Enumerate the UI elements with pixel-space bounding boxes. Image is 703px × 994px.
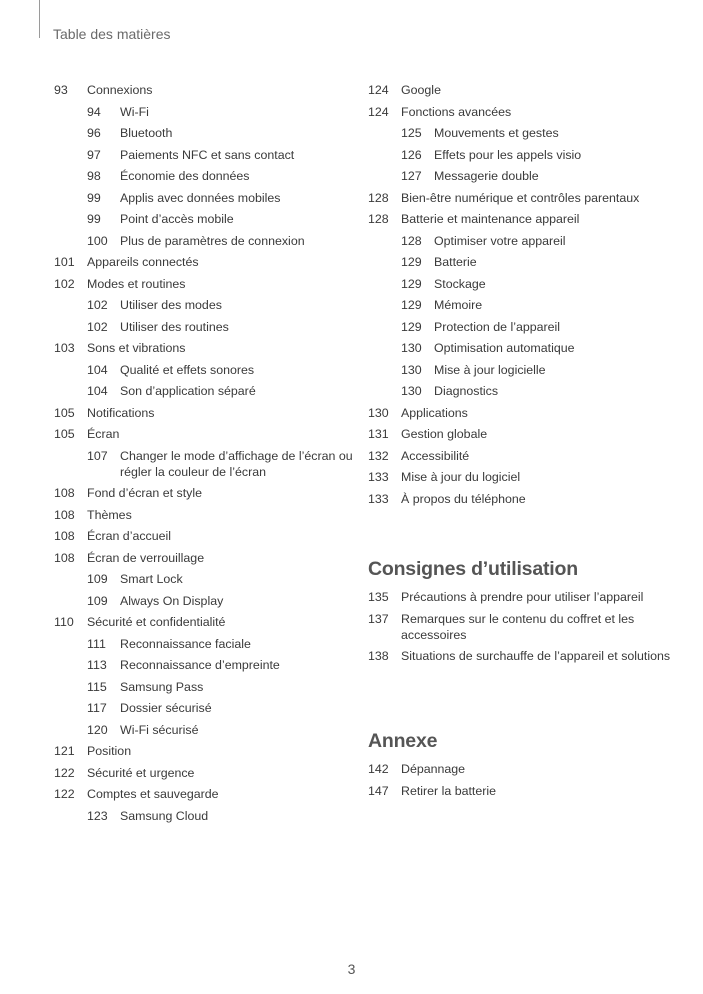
toc-entry[interactable] — [368, 104, 668, 120]
toc-entry-page-number: 130 — [401, 384, 422, 398]
toc-entry-page-number: 111 — [87, 636, 106, 651]
toc-entry-label: Messagerie double — [434, 169, 539, 183]
toc-entry[interactable] — [54, 125, 354, 141]
toc-entry-label: Écran — [87, 427, 120, 441]
toc-entry-page-number: 94 — [87, 104, 101, 119]
toc-entry-page-number: 96 — [87, 126, 101, 140]
toc-entry-label: Écran de verrouillage — [87, 550, 205, 565]
toc-entry-label: Point d’accès mobile — [120, 212, 234, 226]
toc-entry-page-number: 137 — [368, 611, 389, 626]
toc-entry-label: Appareils connectés — [87, 255, 199, 269]
toc-entry[interactable] — [368, 648, 703, 664]
toc-entry-label: Bien-être numérique et contrôles parentaux — [401, 190, 640, 205]
toc-entry-page-number: 103 — [54, 341, 75, 355]
toc-entry-page-number: 105 — [54, 405, 75, 420]
toc-entry[interactable] — [54, 426, 354, 442]
toc-entry-label: Position — [87, 744, 132, 758]
toc-entry-page-number: 129 — [401, 276, 422, 291]
toc-entry-page-number: 131 — [368, 427, 389, 441]
toc-entry[interactable] — [54, 340, 354, 356]
toc-entry-page-number: 108 — [54, 486, 75, 500]
toc-entry-label: Sécurité et confidentialité — [87, 615, 226, 629]
section-title: Consignes d’utilisation — [368, 558, 578, 580]
toc-entry[interactable] — [54, 383, 354, 399]
toc-entry-page-number: 129 — [401, 298, 422, 312]
toc-entry-page-number: 109 — [87, 593, 108, 608]
toc-entry[interactable] — [368, 383, 668, 399]
toc-entry[interactable] — [368, 319, 668, 335]
toc-entry-page-number: 130 — [401, 362, 422, 377]
toc-entry-page-number: 127 — [401, 169, 422, 183]
toc-entry-label: Fonctions avancées — [401, 104, 512, 119]
toc-entry-page-number: 104 — [87, 384, 108, 398]
toc-entry[interactable] — [368, 297, 668, 313]
toc-entry[interactable] — [54, 657, 354, 673]
toc-entry-page-number: 110 — [54, 615, 74, 629]
toc-entry-label: Always On Display — [120, 593, 224, 608]
toc-entry-page-number: 128 — [368, 190, 389, 205]
toc-entry-label: Batterie — [434, 255, 477, 269]
header-divider — [39, 0, 40, 38]
toc-entry[interactable] — [368, 448, 668, 464]
toc-entry-label: Optimiser votre appareil — [434, 233, 566, 248]
toc-entry[interactable] — [368, 125, 668, 141]
toc-entry[interactable] — [368, 469, 668, 485]
toc-entry-page-number: 98 — [87, 169, 101, 183]
toc-entry[interactable] — [54, 743, 354, 759]
toc-entry-label: Mémoire — [434, 298, 483, 312]
toc-entry[interactable] — [368, 233, 668, 249]
toc-entry-label: Wi-Fi sécurisé — [120, 722, 199, 737]
toc-entry-page-number: 97 — [87, 147, 101, 162]
toc-entry[interactable] — [368, 589, 703, 605]
toc-left-column — [54, 82, 354, 829]
toc-entry-label: Diagnostics — [434, 384, 499, 398]
toc-entry-page-number: 113 — [87, 658, 107, 672]
section-annexe — [368, 729, 496, 804]
toc-entry[interactable] — [368, 362, 668, 378]
toc-entry-page-number: 125 — [401, 126, 422, 140]
toc-entry[interactable] — [368, 340, 668, 356]
toc-entry[interactable] — [54, 593, 354, 609]
toc-entry-label: Connexions — [87, 83, 153, 97]
toc-entry[interactable] — [54, 297, 354, 313]
page-header-title: Table des matières — [53, 26, 171, 42]
toc-entry-page-number: 117 — [87, 701, 107, 715]
toc-entry[interactable] — [368, 491, 668, 507]
toc-entry-page-number: 122 — [54, 787, 75, 801]
toc-entry-label: Samsung Pass — [120, 679, 204, 694]
toc-entry-page-number: 135 — [368, 590, 389, 604]
toc-entry[interactable] — [368, 254, 668, 270]
toc-entry-page-number: 93 — [54, 83, 68, 97]
toc-entry-page-number: 133 — [368, 491, 389, 506]
toc-entry-label: Reconnaissance faciale — [120, 636, 251, 651]
toc-entry-page-number: 104 — [87, 362, 108, 377]
toc-entry-page-number: 147 — [368, 783, 389, 798]
toc-entry-label: Protection de l’appareil — [434, 319, 561, 334]
toc-entry[interactable] — [368, 426, 668, 442]
toc-entry-page-number: 142 — [368, 762, 389, 776]
toc-entry-label: Comptes et sauvegarde — [87, 787, 219, 801]
toc-entry-label: Reconnaissance d’empreinte — [120, 658, 280, 672]
toc-entry[interactable] — [368, 611, 703, 643]
toc-entry-page-number: 122 — [54, 765, 75, 780]
toc-entry[interactable] — [54, 528, 354, 544]
toc-entry-page-number: 99 — [87, 190, 101, 205]
toc-entry-page-number: 132 — [368, 448, 389, 463]
toc-entry-page-number: 102 — [87, 319, 108, 334]
section-entries — [368, 761, 496, 799]
toc-entry[interactable] — [54, 448, 354, 480]
toc-entry-label: Qualité et effets sonores — [120, 362, 255, 377]
toc-entry[interactable] — [368, 168, 668, 184]
toc-entry-label: Dépannage — [401, 762, 466, 776]
toc-entry-page-number: 123 — [87, 808, 108, 823]
toc-entry-page-number: 102 — [54, 276, 75, 291]
section-entries — [368, 589, 703, 664]
toc-entry[interactable] — [54, 168, 354, 184]
toc-entry[interactable] — [54, 507, 354, 523]
toc-entry-label: Wi-Fi — [120, 104, 149, 119]
toc-entry[interactable] — [54, 550, 354, 566]
toc-entry-label: Stockage — [434, 276, 486, 291]
toc-entry-label: Optimisation automatique — [434, 341, 575, 355]
toc-entry[interactable] — [54, 485, 354, 501]
toc-entry-label: Applis avec données mobiles — [120, 190, 281, 205]
toc-entry[interactable] — [54, 190, 354, 206]
toc-entry[interactable] — [368, 147, 668, 163]
toc-entry-label: Sons et vibrations — [87, 341, 186, 355]
toc-entry-label: Notifications — [87, 405, 155, 420]
toc-entry-label: Modes et routines — [87, 276, 186, 291]
toc-entry[interactable] — [54, 82, 354, 98]
toc-entry-page-number: 108 — [54, 507, 75, 522]
toc-entry[interactable] — [368, 276, 668, 292]
toc-entry[interactable] — [54, 786, 354, 802]
toc-entry-label: Bluetooth — [120, 126, 173, 140]
toc-entry-label: Applications — [401, 405, 468, 420]
toc-entry[interactable] — [54, 571, 354, 587]
toc-entry[interactable] — [54, 362, 354, 378]
toc-entry-label: Économie des données — [120, 169, 250, 183]
toc-entry-label: Mouvements et gestes — [434, 126, 559, 140]
toc-entry-label: Google — [401, 83, 441, 97]
toc-entry[interactable] — [368, 82, 668, 98]
toc-entry-label: Écran d’accueil — [87, 529, 172, 543]
toc-entry-page-number: 129 — [401, 255, 422, 269]
toc-entry-label: Utiliser des routines — [120, 319, 229, 334]
toc-entry[interactable] — [368, 761, 496, 777]
toc-entry-page-number: 105 — [54, 427, 75, 441]
toc-entry-label: Samsung Cloud — [120, 808, 209, 823]
toc-entry[interactable] — [368, 190, 668, 206]
toc-entry[interactable] — [54, 700, 354, 716]
toc-entry-label: Effets pour les appels visio — [434, 147, 582, 162]
toc-entry[interactable] — [54, 765, 354, 781]
toc-entry-page-number: 126 — [401, 147, 422, 162]
toc-entry-label: Mise à jour logicielle — [434, 362, 546, 377]
toc-entry-label: Smart Lock — [120, 572, 183, 586]
toc-entry-page-number: 109 — [87, 572, 108, 586]
toc-entry-label: Utiliser des modes — [120, 298, 222, 312]
toc-entry-page-number: 108 — [54, 550, 75, 565]
toc-entry-page-number: 107 — [87, 448, 108, 463]
toc-entry[interactable] — [368, 783, 496, 799]
toc-entry-label: Dossier sécurisé — [120, 701, 212, 715]
toc-entry-page-number: 101 — [54, 255, 75, 269]
section-title: Annexe — [368, 730, 438, 752]
toc-entry-label: Thèmes — [87, 507, 132, 522]
toc-entry-page-number: 102 — [87, 298, 108, 312]
toc-entry-page-number: 99 — [87, 212, 101, 226]
section-consignes — [368, 557, 703, 670]
toc-entry-label: Gestion globale — [401, 427, 488, 441]
toc-entry[interactable] — [54, 808, 354, 824]
toc-entry[interactable] — [54, 211, 354, 227]
toc-entry[interactable] — [368, 405, 668, 421]
toc-entry-page-number: 115 — [87, 679, 107, 694]
toc-entry-label: Changer le mode d’affichage de l’écran ou régler la couleur de l’écran — [120, 448, 353, 479]
toc-right-column — [368, 82, 668, 512]
toc-entry-page-number: 108 — [54, 529, 75, 543]
toc-entry-label: Sécurité et urgence — [87, 765, 195, 780]
toc-entry-label: Fond d’écran et style — [87, 486, 203, 500]
toc-entry-label: Remarques sur le contenu du coffret et les accessoires — [401, 611, 635, 642]
toc-entry[interactable] — [54, 614, 354, 630]
toc-entry-label: À propos du téléphone — [401, 491, 526, 506]
toc-entry-label: Paiements NFC et sans contact — [120, 147, 295, 162]
toc-entry-label: Son d’application séparé — [120, 384, 256, 398]
toc-entry-page-number: 138 — [368, 649, 389, 663]
toc-entry-label: Accessibilité — [401, 448, 470, 463]
toc-entry[interactable] — [54, 405, 354, 421]
toc-entry-label: Batterie et maintenance appareil — [401, 212, 580, 226]
toc-entry[interactable] — [54, 722, 354, 738]
toc-entry-label: Plus de paramètres de connexion — [120, 233, 305, 248]
toc-entry-page-number: 133 — [368, 470, 389, 484]
toc-entry-page-number: 128 — [401, 233, 422, 248]
toc-entry-label: Retirer la batterie — [401, 783, 497, 798]
toc-entry[interactable] — [54, 636, 354, 652]
toc-entry-page-number: 100 — [87, 233, 108, 248]
page-number: 3 — [347, 961, 356, 977]
toc-entry[interactable] — [54, 319, 354, 335]
toc-entry-page-number: 130 — [401, 341, 422, 355]
toc-entry[interactable] — [54, 679, 354, 695]
toc-entry[interactable] — [368, 211, 668, 227]
toc-entry[interactable] — [54, 276, 354, 292]
toc-entry-page-number: 130 — [368, 405, 389, 420]
toc-entry[interactable] — [54, 104, 354, 120]
toc-entry[interactable] — [54, 233, 354, 249]
toc-entry-label: Mise à jour du logiciel — [401, 470, 521, 484]
toc-entry-label: Situations de surchauffe de l’appareil et solutions — [401, 649, 671, 663]
toc-entry-label: Précautions à prendre pour utiliser l’appareil — [401, 590, 644, 604]
toc-entry-page-number: 121 — [54, 744, 75, 758]
toc-entry-page-number: 128 — [368, 212, 389, 226]
toc-entry[interactable] — [54, 254, 354, 270]
toc-entry-page-number: 129 — [401, 319, 422, 334]
toc-entry-page-number: 124 — [368, 104, 389, 119]
toc-entry[interactable] — [54, 147, 354, 163]
toc-entry-page-number: 120 — [87, 722, 108, 737]
toc-entry-page-number: 124 — [368, 83, 389, 97]
